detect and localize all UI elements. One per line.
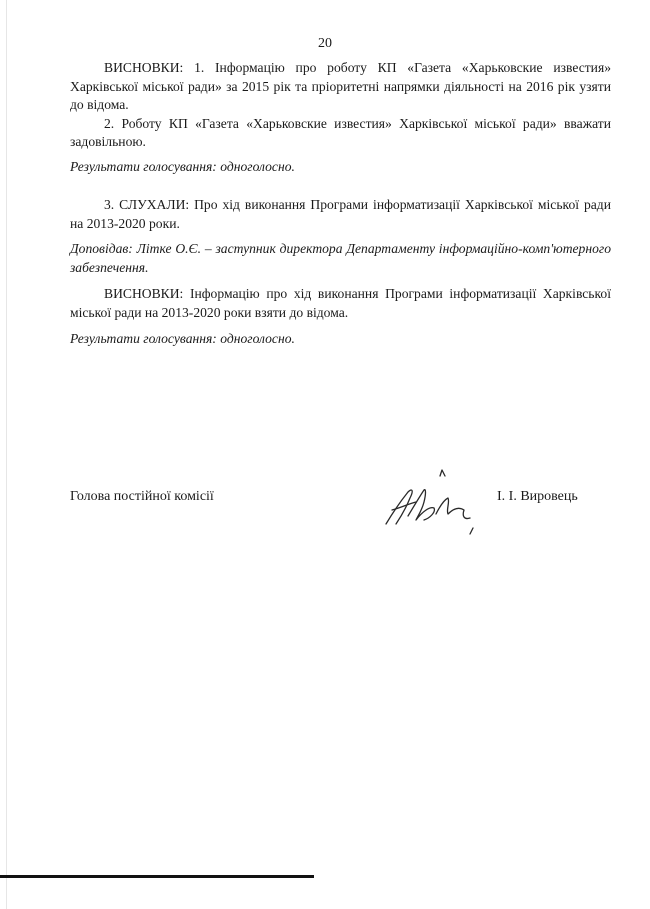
conclusions-paragraph-1: ВИСНОВКИ: 1. Інформацію про роботу КП «Газета «Харьковские известия» Харківської міської ради» за 2015 рік та пріоритетні напрямки діяльності на 2016 рік узяти до відома.	[70, 60, 611, 112]
signature-position: Голова постійної комісії	[70, 489, 214, 504]
heard-section-3	[70, 196, 611, 233]
conclusions-section-2	[70, 59, 611, 152]
signature-name: І. І. Вировець	[497, 489, 578, 504]
conclusions-paragraph-2: 2. Роботу КП «Газета «Харьковские известия» Харківської міської ради» вважати задовільною.	[70, 115, 611, 149]
vote-result-text: Результати голосування: одноголосно.	[70, 159, 295, 174]
conclusions-text: ВИСНОВКИ: Інформацію про хід виконання Програми інформатизації Харківської міської ради на 2013-2020 роки взяти до відома.	[70, 286, 611, 320]
handwritten-signature	[378, 466, 488, 546]
scan-edge	[6, 0, 7, 909]
conclusions-section-3	[70, 285, 611, 322]
heard-text: 3. СЛУХАЛИ: Про хід виконання Програми інформатизації Харківської міської ради на 2013-2020 роки.	[70, 197, 611, 231]
vote-result-text: Результати голосування: одноголосно.	[70, 331, 295, 346]
reporter-section-3	[70, 240, 611, 277]
vote-result-section-2	[70, 158, 611, 177]
page-number: 20	[318, 36, 332, 51]
scan-bottom-line	[0, 875, 314, 878]
reporter-text: Доповідав: Літке О.Є. – заступник директора Департаменту інформаційно-комп'ютерного забезпечення.	[70, 241, 611, 275]
vote-result-section-3	[70, 330, 611, 349]
